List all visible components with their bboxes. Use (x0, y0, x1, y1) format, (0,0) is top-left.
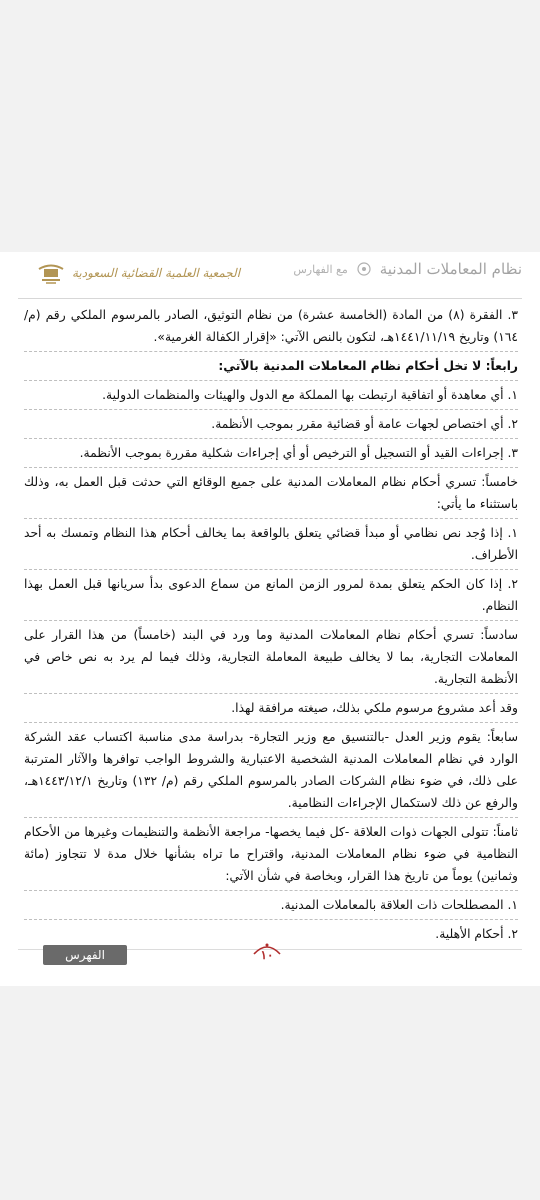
paragraph: خامساً: تسري أحكام نظام المعاملات المدنية على جميع الوقائع التي حدثت قبل العمل به، وذلك باستثناء ما يأتي: (24, 475, 518, 511)
page-footer (0, 942, 540, 986)
list-item: ١. أي معاهدة أو اتفاقية ارتبطت بها المملكة مع الدول والهيئات والمنظمات الدولية. (102, 388, 518, 402)
paragraph: سادساً: تسري أحكام نظام المعاملات المدنية وما ورد في البند (خامساً) من هذا القرار على المعاملات التجارية، بما لا يخالف طبيعة المعاملة التجارية، وذلك فيما لم يرد به نص خاص في الأنظمة التجارية. (24, 628, 518, 686)
ornament-icon (356, 261, 372, 277)
dashed-divider (24, 890, 518, 891)
dashed-divider (24, 467, 518, 468)
page-number (251, 940, 283, 968)
dashed-divider (24, 722, 518, 723)
header-divider (18, 298, 522, 299)
list-item: ٢. أي اختصاص لجهات عامة أو قضائية مقرر بموجب الأنظمة. (211, 417, 518, 431)
dashed-divider (24, 351, 518, 352)
paragraph: ٣. الفقرة (٨) من المادة (الخامسة عشرة) من نظام التوثيق، الصادر بالمرسوم الملكي رقم (م/ ١٦٤) وتاريخ ١٤٤١/١١/١٩هـ، لتكون بالنص الآتي: «إقرار الكفالة الغرمية». (24, 308, 518, 344)
page-number-text: ١٠ (260, 948, 274, 962)
book-title-main: نظام المعاملات المدنية (379, 260, 522, 278)
top-margin (0, 0, 540, 252)
dashed-divider (24, 817, 518, 818)
list-item: ١. المصطلحات ذات العلاقة بالمعاملات المدنية. (280, 898, 518, 912)
dashed-divider (24, 919, 518, 920)
list-item: ٣. إجراءات القيد أو التسجيل أو الترخيص أو أي إجراءات شكلية مقررة بموجب الأنظمة. (79, 446, 518, 460)
list-item: ١. إذا وُجد نص نظامي أو مبدأ قضائي يتعلق بالواقعة بما يخالف أحكام هذا النظام وتمسك به أحد الأطراف. (24, 526, 518, 562)
book-title (293, 260, 522, 278)
paragraph: ثامناً: تتولى الجهات ذوات العلاقة -كل فيما يخصها- مراجعة الأنظمة والتنظيمات وغيرها من الأحكام النظامية في ضوء نظام المعاملات المدنية، واقتراح ما تراه بشأنها خلال مدة لا تتجاوز (مائة وثمانين) يوماً من تاريخ هذا القرار، وبخاصة في شأن الآتي: (24, 825, 518, 883)
bottom-margin (0, 986, 540, 1200)
paragraph: سابعاً: يقوم وزير العدل -بالتنسيق مع وزير التجارة- بدراسة مدى مناسبة اكتساب عقد الشركة الوارد في نظام المعاملات المدنية الشخصية الاعتبارية والشروط الواجب توافرها والآثار المترتبة على ذلك، في ضوء نظام الشركات الصادر بالمرسوم الملكي رقم (م/ ١٣٢) وتاريخ ١٤٤٣/١٢/١هـ، والرفع عن ذلك لاستكمال الإجراءات النظامية. (24, 730, 518, 810)
section-heading: رابعاً: لا تخل أحكام نظام المعاملات المدنية بالآتي: (218, 359, 518, 373)
book-title-sub: مع الفهارس (293, 262, 348, 276)
dashed-divider (24, 438, 518, 439)
dashed-divider (24, 518, 518, 519)
index-button[interactable]: الفهرس (43, 945, 127, 965)
brand (36, 260, 240, 286)
page-header (0, 252, 540, 298)
paragraph: وقد أعد مشروع مرسوم ملكي بذلك، صيغته مرافقة لهذا. (231, 701, 518, 715)
list-item: ٢. أحكام الأهلية. (435, 927, 518, 941)
dashed-divider (24, 569, 518, 570)
page-content (24, 304, 518, 945)
dashed-divider (24, 693, 518, 694)
dashed-divider (24, 620, 518, 621)
brand-name: الجمعية العلمية القضائية السعودية (72, 266, 241, 280)
list-item: ٢. إذا كان الحكم يتعلق بمدة لمرور الزمن المانع من سماع الدعوى بدأ سريانها قبل العمل بهذا النظام. (24, 577, 518, 613)
dashed-divider (24, 409, 518, 410)
book-page (0, 252, 540, 986)
society-logo-icon (36, 260, 66, 286)
dashed-divider (24, 380, 518, 381)
